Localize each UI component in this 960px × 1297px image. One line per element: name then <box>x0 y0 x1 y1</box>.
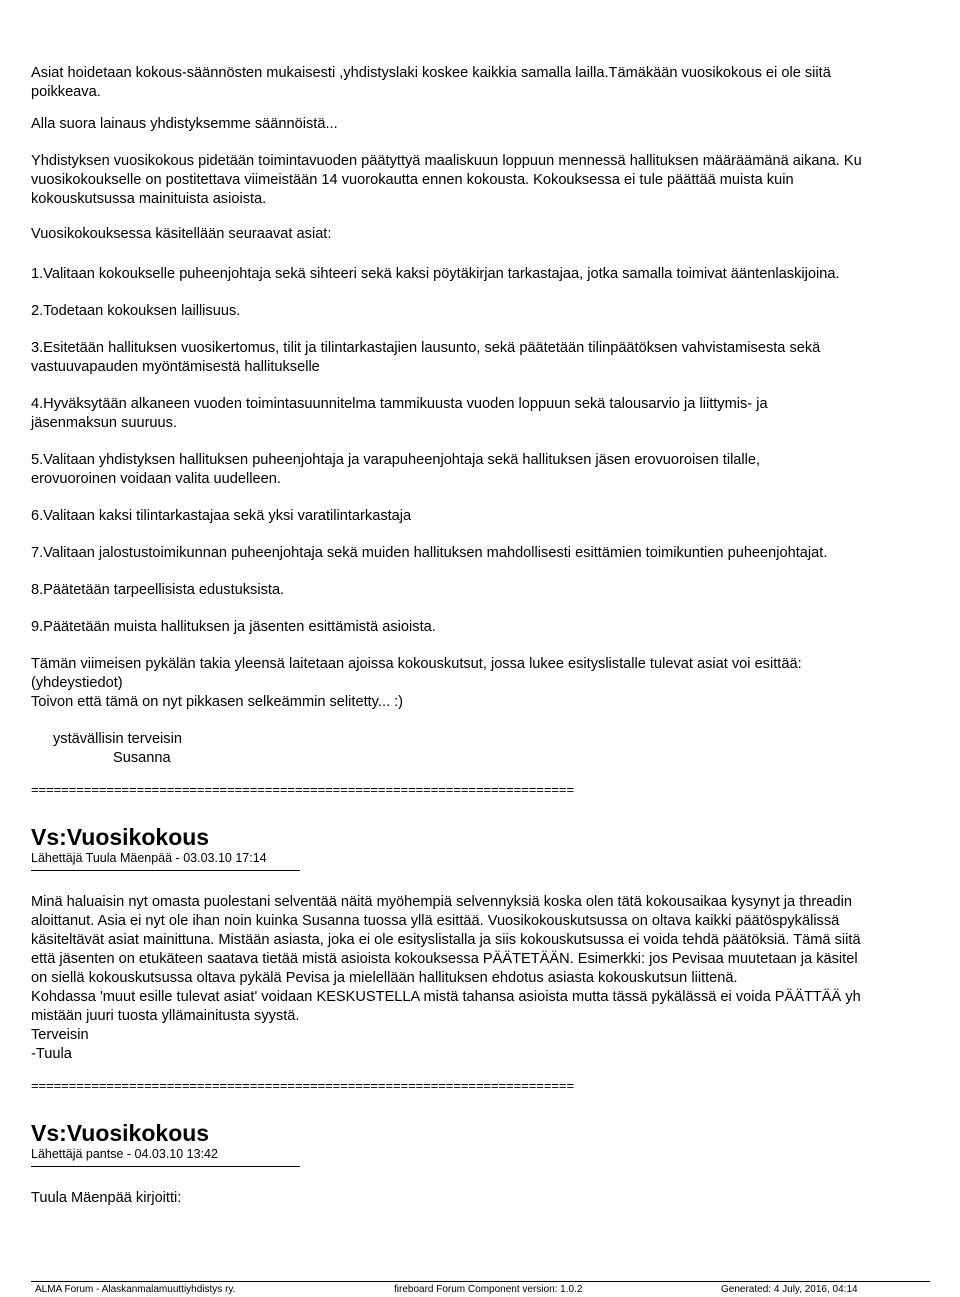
agenda-heading: Vuosikokouksessa käsitellään seuraavat asiat: <box>31 226 332 242</box>
intro-line-1: Asiat hoidetaan kokous-säännösten mukaisesti ,yhdistyslaki koskee kaikkia samalla lailla.Tämäkään vuosikokous ei ole siitä <box>31 65 831 81</box>
agenda-item-4-line-1: 4.Hyväksytään alkaneen vuoden toimintasuunnitelma tammikuusta vuoden loppuun sekä talousarvio ja liittymis- ja <box>31 396 768 412</box>
post-2-line-5: on siellä kokouskutsussa oltava pykälä Pevisa ja mielellään hallituksen ehdotus asiasta kokouskutsun liittenä. <box>31 970 738 986</box>
agenda-item-2: 2.Todetaan kokouksen laillisuus. <box>31 303 241 319</box>
agenda-item-7: 7.Valitaan jalostustoimikunnan puheenjohtaja sekä muiden hallituksen mahdollisesti esittämien toimikuntien puheenjohtajat. <box>31 545 828 561</box>
closing-line-1: Tämän viimeisen pykälän takia yleensä laitetaan ajoissa kokouskutsut, jossa lukee esityslistalle tulevat asiat voi esittää: <box>31 656 802 672</box>
post-2-line-2: aloittanut. Asia ei nyt ole ihan noin kuinka Susanna tuossa yllä esittää. Vuosikokouskutsussa on oltava kaikki päätöspykälissä <box>31 913 840 929</box>
separator-1: ======================================================================== <box>31 782 575 797</box>
post-2-line-9: -Tuula <box>31 1046 72 1062</box>
post-2-line-8: Terveisin <box>31 1027 89 1043</box>
agenda-item-4-line-2: jäsenmaksun suuruus. <box>31 415 178 431</box>
footer-component-version: fireboard Forum Component version: 1.0.2 <box>394 1284 583 1295</box>
agenda-item-6: 6.Valitaan kaksi tilintarkastajaa sekä yksi varatilintarkastaja <box>31 508 412 524</box>
agenda-item-5-line-2: erovuoroinen voidaan valita uudelleen. <box>31 471 281 487</box>
agenda-item-8: 8.Päätetään tarpeellisista edustuksista. <box>31 582 285 598</box>
closing-line-3: Toivon että tämä on nyt pikkasen selkeämmin selitetty... :) <box>31 694 404 710</box>
rule-line-2: vuosikokoukselle on postitettava viimeistään 14 vuorokautta ennen kokousta. Kokouksessa ei tule päättää muista kuin <box>31 172 794 188</box>
post-2-line-3: käsiteltävät asiat mainittuna. Mistään asiasta, joka ei ole esityslistalla ja siis kokouskutsussa ei voida tehdä päätöksiä. Tämä siitä <box>31 932 861 948</box>
agenda-item-3-line-1: 3.Esitetään hallituksen vuosikertomus, tilit ja tilintarkastajien lausunto, sekä päätetään tilinpäätöksen vahvistamisesta sekä <box>31 340 821 356</box>
post-2 <box>31 824 960 1064</box>
post-2-line-1: Minä haluaisin nyt omasta puolestani selventää näitä myöhempiä selvennyksiä koska olen tätä kokousaikaa kysynyt ja threadin <box>31 894 852 910</box>
footer-generated-date: Generated: 4 July, 2016, 04:14 <box>721 1284 858 1295</box>
post-2-line-7: mistään juuri tuosta yllämainitusta syystä. <box>31 1008 300 1024</box>
post-3 <box>31 1120 960 1208</box>
footer-site-name: ALMA Forum - Alaskanmalamuuttiyhdistys ry. <box>35 1284 236 1295</box>
rule-line-1: Yhdistyksen vuosikokous pidetään toimintavuoden päätyttyä maaliskuun loppuun mennessä hallituksen määräämänä aikana. Ku <box>31 153 862 169</box>
post-2-line-6: Kohdassa 'muut esille tulevat asiat' voidaan KESKUSTELLA mistä tahansa asioista mutta tässä pykälässä ei voida PÄÄTTÄÄ yh <box>31 989 861 1005</box>
signature: Susanna <box>113 750 171 766</box>
post-2-line-4: että jäsenten on etukäteen saatava tietää mistä asioista kokouksessa PÄÄTETÄÄN. Esimerkki: jos Pevisaa muutetaan ja käsitel <box>31 951 858 967</box>
post-2-title: Vs:Vuosikokous <box>31 824 210 850</box>
post-3-line-1: Tuula Mäenpää kirjoitti: <box>31 1190 182 1206</box>
agenda-item-9: 9.Päätetään muista hallituksen ja jäsenten esittämistä asioista. <box>31 619 436 635</box>
post-1-body <box>31 64 960 768</box>
quote-intro: Alla suora lainaus yhdistyksemme säännöistä... <box>31 116 338 132</box>
rule-line-3: kokouskutsussa mainituista asioista. <box>31 191 267 207</box>
intro-line-2: poikkeava. <box>31 84 101 100</box>
post-3-title: Vs:Vuosikokous <box>31 1120 210 1146</box>
agenda-item-5-line-1: 5.Valitaan yhdistyksen hallituksen puheenjohtaja ja varapuheenjohtaja sekä hallituksen jäsen erovuoroisen tilalle, <box>31 452 761 468</box>
document-page <box>31 64 960 1208</box>
closing-line-2: (yhdeystiedot) <box>31 675 123 691</box>
separator-2: ======================================================================== <box>31 1078 575 1093</box>
agenda-item-3-line-2: vastuuvapauden myöntämisestä hallitukselle <box>31 359 320 375</box>
post-3-meta: Lähettäjä pantse - 04.03.10 13:42 <box>31 1147 218 1161</box>
post-2-meta: Lähettäjä Tuula Mäenpää - 03.03.10 17:14 <box>31 851 267 865</box>
footer-rule <box>31 1281 930 1282</box>
agenda-item-1: 1.Valitaan kokoukselle puheenjohtaja sekä sihteeri sekä kaksi pöytäkirjan tarkastajaa, jotka samalla toimivat ääntenlaskijoina. <box>31 266 840 282</box>
greeting: ystävällisin terveisin <box>53 731 182 747</box>
